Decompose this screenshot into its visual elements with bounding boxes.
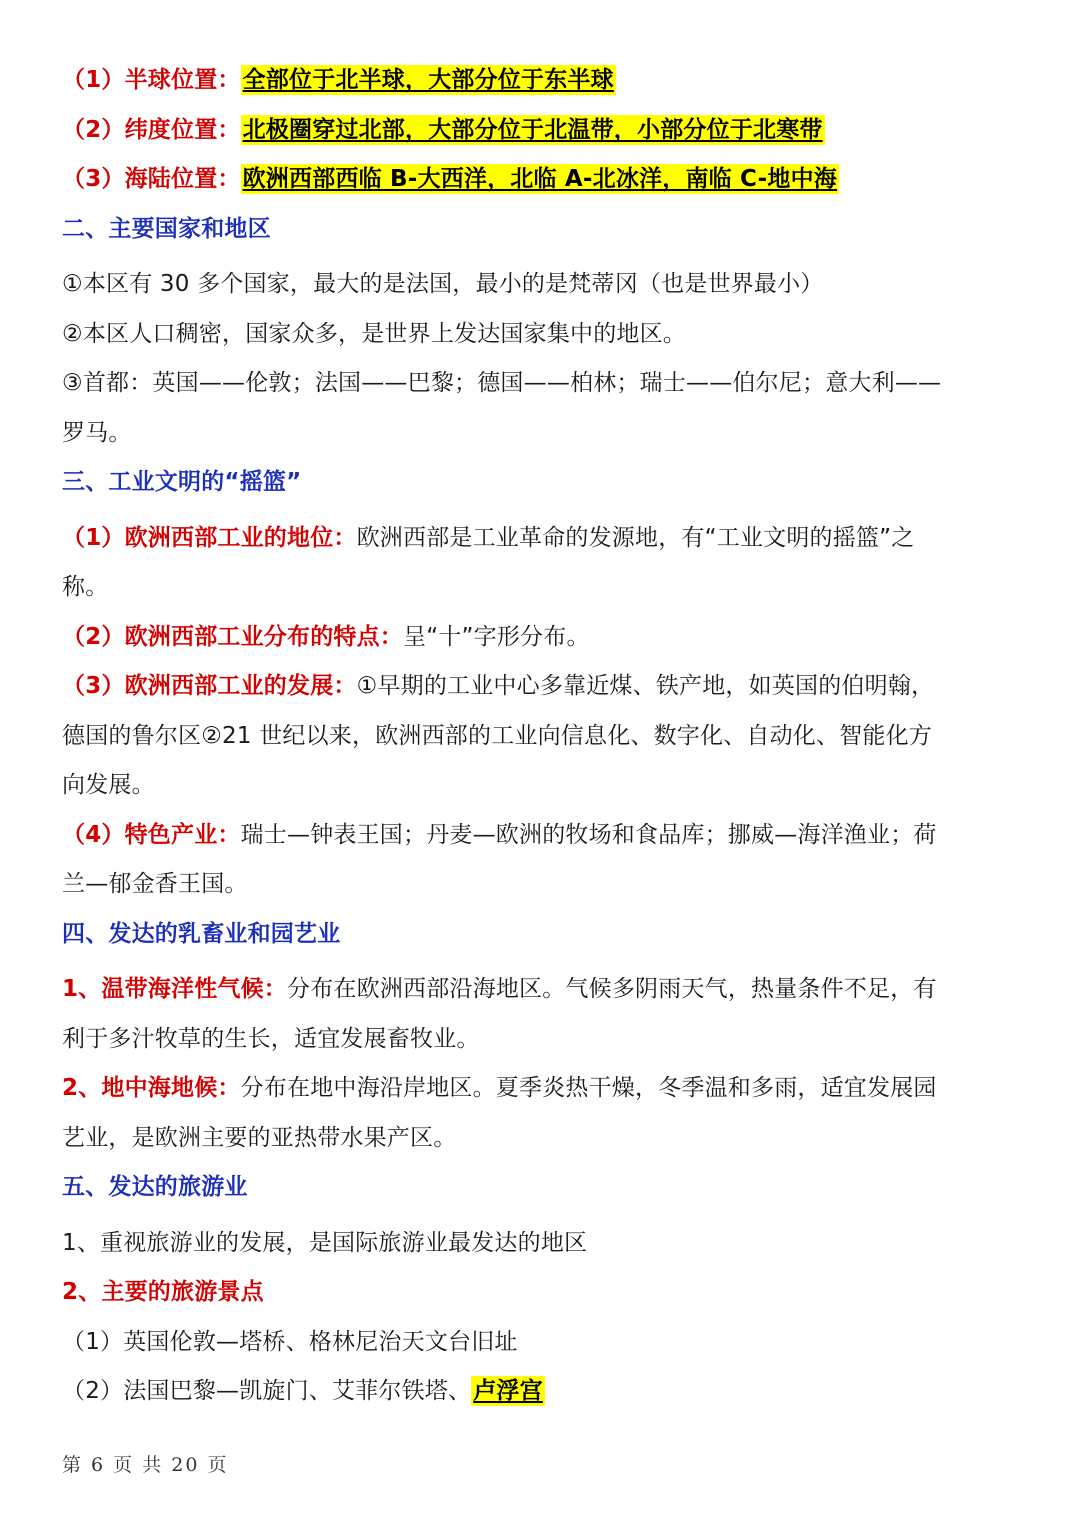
highlighted-answer: 全部位于北半球，大部分位于东半球 bbox=[242, 67, 614, 93]
highlighted-answer: 卢浮宫 bbox=[473, 1378, 543, 1404]
item-label: （2）欧洲西部工业分布的特点： bbox=[62, 623, 404, 650]
highlighted-answer: 北极圈穿过北部，大部分位于北温带，小部分位于北寒带 bbox=[242, 116, 823, 143]
attraction-london: （1）英国伦敦—塔桥、格林尼治天文台旧址 bbox=[62, 1328, 518, 1355]
item-label: （3）海陆位置： bbox=[62, 166, 241, 192]
sub-heading-attractions: 2、主要的旅游景点 bbox=[62, 1279, 264, 1305]
paragraph: ③首都：英国——伦敦；法国——巴黎；德国——柏林；瑞士——伯尔尼；意大利—— bbox=[62, 370, 942, 396]
paragraph-continued: 艺业，是欧洲主要的亚热带水果产区。 bbox=[62, 1124, 457, 1151]
paragraph: 1、重视旅游业的发展，是国际旅游业最发达的地区 bbox=[62, 1229, 588, 1256]
document-page bbox=[62, 56, 1022, 1417]
item-label: （1）半球位置： bbox=[62, 67, 241, 93]
industry-development bbox=[62, 662, 1022, 712]
section-heading-industry: 三、工业文明的“摇篮” bbox=[62, 469, 302, 495]
section-heading-countries: 二、主要国家和地区 bbox=[62, 215, 271, 242]
industry-status bbox=[62, 514, 1022, 564]
item-label: （1）欧洲西部工业的地位： bbox=[62, 524, 357, 551]
item-text: ①早期的工业中心多靠近煤、铁产地，如英国的伯明翰， bbox=[356, 673, 935, 699]
paragraph: ②本区人口稠密，国家众多，是世界上发达国家集中的地区。 bbox=[62, 320, 687, 347]
location-item-hemisphere bbox=[62, 56, 1022, 106]
paragraph-continued: 兰—郁金香王国。 bbox=[62, 871, 248, 897]
item-text: 瑞士—钟表王国；丹麦—欧洲的牧场和食品库；挪威—海洋渔业；荷 bbox=[240, 821, 937, 848]
item-text: （2）法国巴黎—凯旋门、艾菲尔铁塔、 bbox=[62, 1378, 472, 1404]
item-text: 分布在地中海沿岸地区。夏季炎热干燥，冬季温和多雨，适宜发展园 bbox=[240, 1075, 937, 1101]
industry-distribution bbox=[62, 613, 1022, 663]
item-label: （4）特色产业： bbox=[62, 821, 241, 848]
special-industries bbox=[62, 811, 1022, 861]
item-text: 呈“十”字形分布。 bbox=[403, 623, 590, 650]
paragraph-continued: 罗马。 bbox=[62, 419, 132, 446]
item-label: 2、地中海地候： bbox=[62, 1075, 241, 1101]
highlighted-answer: 欧洲西部西临 B-大西洋，北临 A-北冰洋，南临 C-地中海 bbox=[242, 166, 838, 192]
climate-maritime bbox=[62, 965, 1022, 1015]
paragraph-continued: 向发展。 bbox=[62, 772, 155, 798]
attraction-paris bbox=[62, 1367, 1022, 1417]
location-item-sea-land bbox=[62, 155, 1022, 205]
climate-mediterranean bbox=[62, 1064, 1022, 1114]
section-heading-dairy: 四、发达的乳畜业和园艺业 bbox=[62, 920, 341, 947]
paragraph: ①本区有 30 多个国家，最大的是法国，最小的是梵蒂冈（也是世界最小） bbox=[62, 271, 824, 297]
page-number: 第 6 页 共 20 页 bbox=[62, 1454, 229, 1476]
section-heading-tourism: 五、发达的旅游业 bbox=[62, 1174, 248, 1200]
item-text: 欧洲西部是工业革命的发源地，有“工业文明的摇篮”之 bbox=[356, 524, 915, 551]
paragraph-continued: 称。 bbox=[62, 574, 109, 600]
item-label: （2）纬度位置： bbox=[62, 116, 241, 143]
item-label: 1、温带海洋性气候： bbox=[62, 976, 288, 1002]
location-item-latitude bbox=[62, 106, 1022, 156]
item-label: （3）欧洲西部工业的发展： bbox=[62, 673, 357, 699]
paragraph-continued: 利于多汁牧草的生长，适宜发展畜牧业。 bbox=[62, 1025, 480, 1052]
paragraph-continued: 德国的鲁尔区②21 世纪以来，欧洲西部的工业向信息化、数字化、自动化、智能化方 bbox=[62, 722, 932, 749]
item-text: 分布在欧洲西部沿海地区。气候多阴雨天气，热量条件不足，有 bbox=[287, 976, 937, 1002]
